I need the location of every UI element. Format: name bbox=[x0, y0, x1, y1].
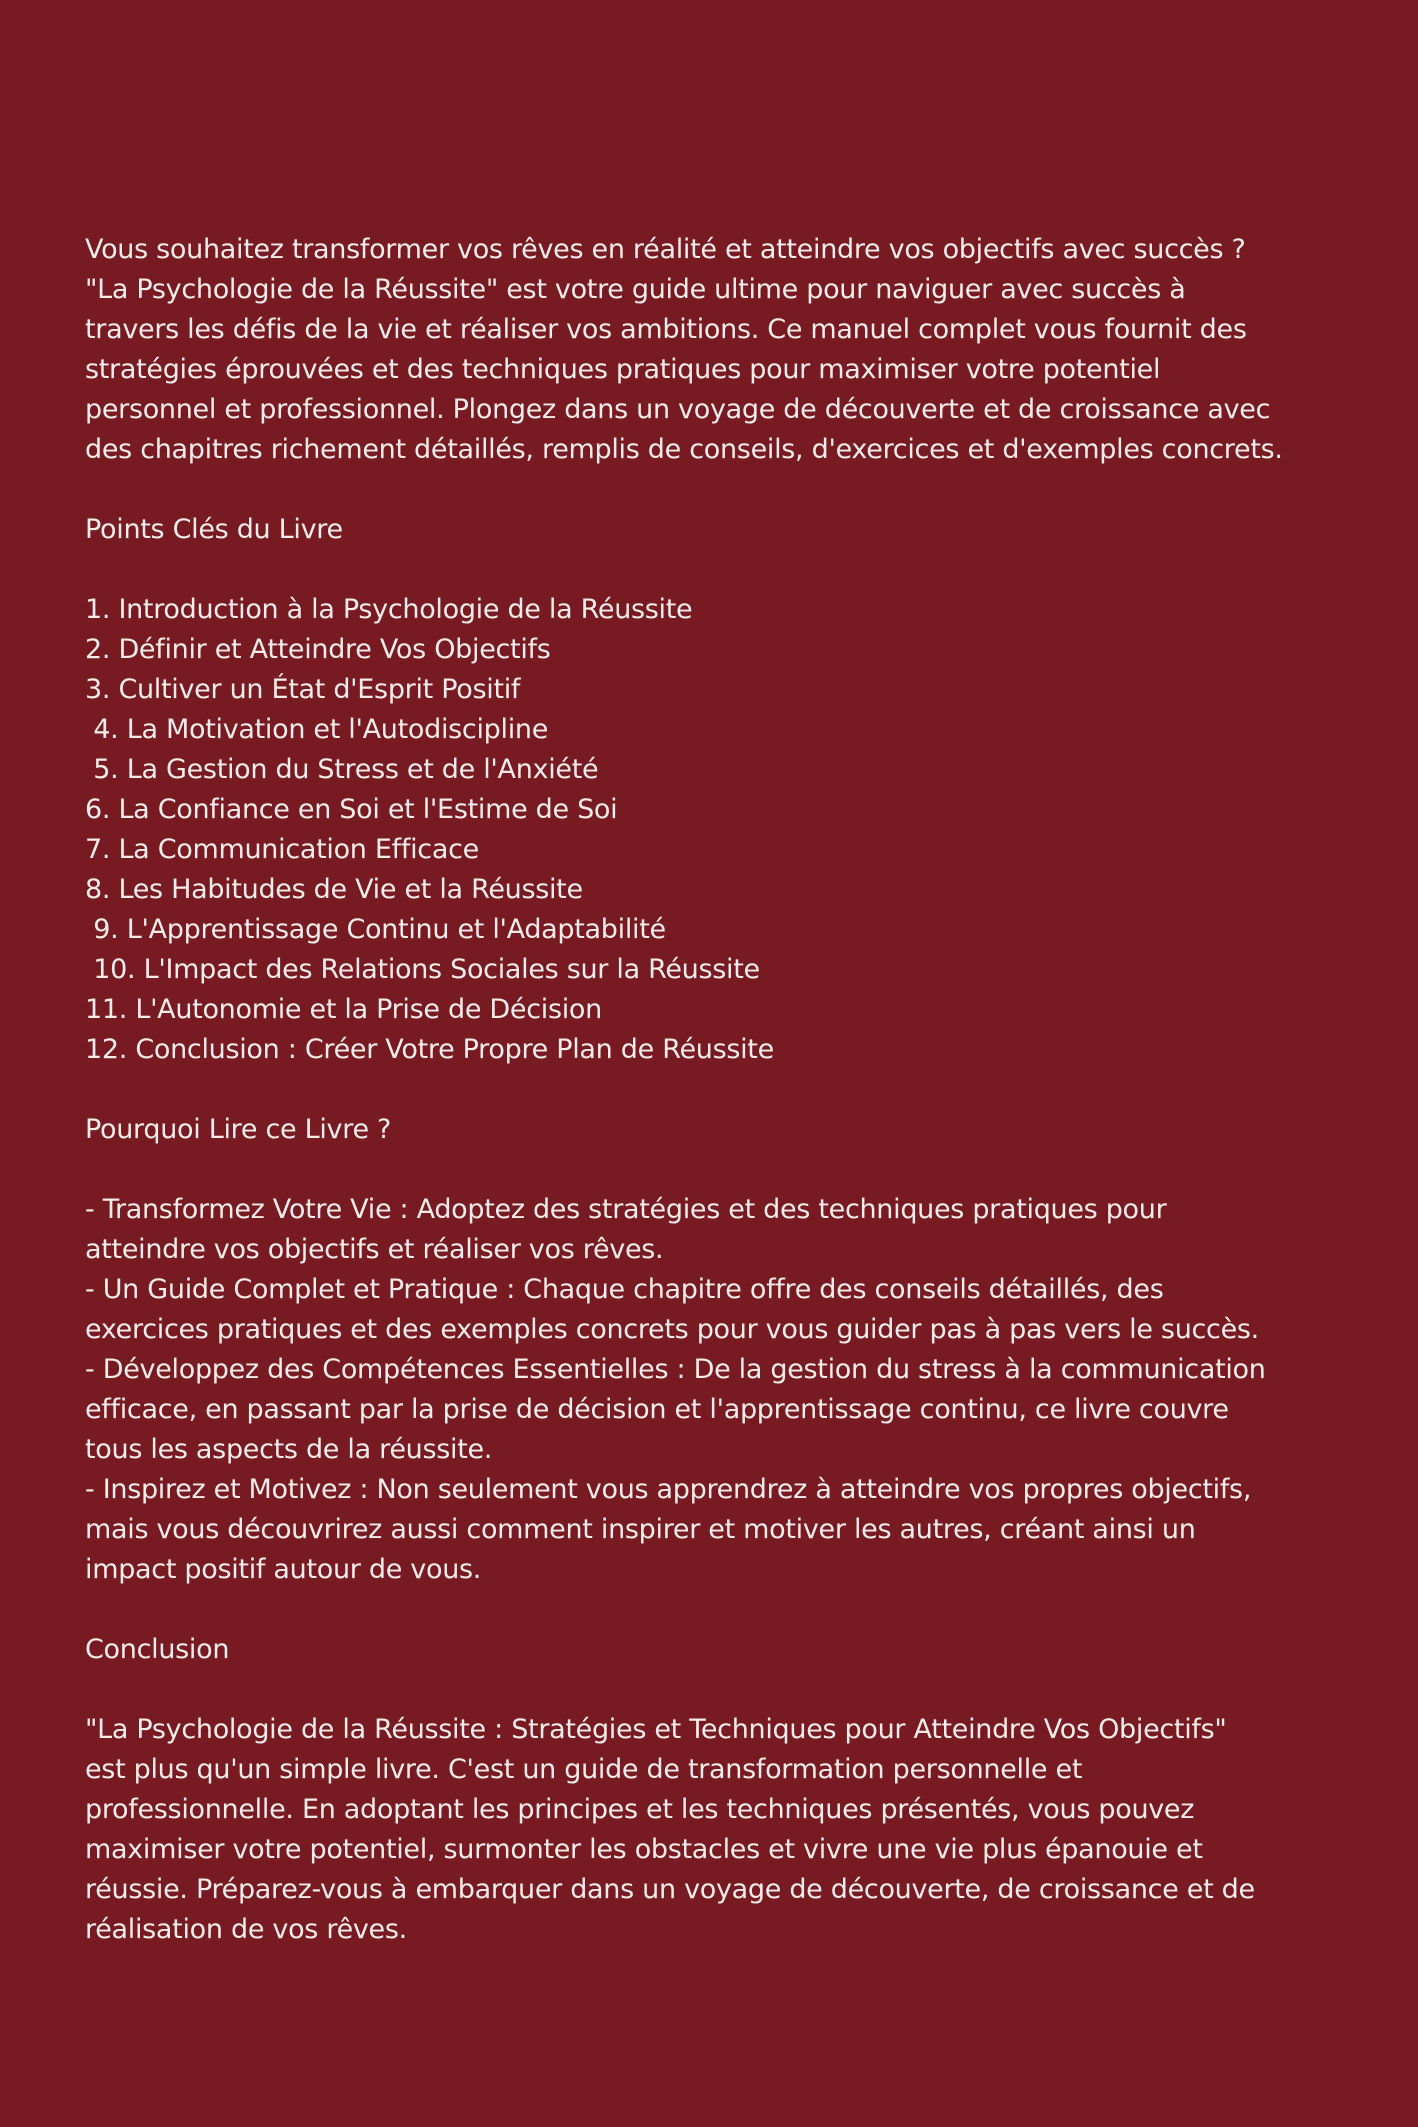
why-read-line: exercices pratiques et des exemples concrets pour vous guider pas à pas vers le succès. bbox=[85, 1314, 1259, 1345]
conclusion-line: maximiser votre potentiel, surmonter les obstacles et vivre une vie plus épanouie et bbox=[85, 1834, 1203, 1865]
why-read-line: efficace, en passant par la prise de décision et l'apprentissage continu, ce livre couvre bbox=[85, 1394, 1229, 1425]
chapter-item: 4. La Motivation et l'Autodiscipline bbox=[85, 714, 549, 745]
why-read-line: tous les aspects de la réussite. bbox=[85, 1434, 493, 1465]
conclusion-line: réussie. Préparez-vous à embarquer dans un voyage de découverte, de croissance et de bbox=[85, 1874, 1255, 1905]
chapter-item: 2. Définir et Atteindre Vos Objectifs bbox=[85, 634, 551, 665]
why-read-line: - Transformez Votre Vie : Adoptez des stratégies et des techniques pratiques pour bbox=[85, 1194, 1167, 1225]
chapter-list bbox=[85, 590, 1385, 1070]
why-read-line: - Un Guide Complet et Pratique : Chaque chapitre offre des conseils détaillés, des bbox=[85, 1274, 1164, 1305]
spacer bbox=[85, 1670, 1385, 1710]
intro-line: personnel et professionnel. Plongez dans un voyage de découverte et de croissance avec bbox=[85, 394, 1271, 425]
chapter-item: 6. La Confiance en Soi et l'Estime de Soi bbox=[85, 794, 618, 825]
why-read-list bbox=[85, 1190, 1385, 1590]
chapter-item: 3. Cultiver un État d'Esprit Positif bbox=[85, 674, 521, 705]
chapter-item: 10. L'Impact des Relations Sociales sur la Réussite bbox=[85, 954, 760, 985]
spacer bbox=[85, 550, 1385, 590]
intro-line: Vous souhaitez transformer vos rêves en réalité et atteindre vos objectifs avec succès ? bbox=[85, 234, 1246, 265]
conclusion-paragraph bbox=[85, 1710, 1385, 1950]
back-cover-text bbox=[85, 230, 1385, 1950]
chapter-item: 12. Conclusion : Créer Votre Propre Plan de Réussite bbox=[85, 1034, 774, 1065]
spacer bbox=[85, 1590, 1385, 1630]
conclusion-line: est plus qu'un simple livre. C'est un guide de transformation personnelle et bbox=[85, 1754, 1083, 1785]
spacer bbox=[85, 470, 1385, 510]
spacer bbox=[85, 1070, 1385, 1110]
conclusion-line: "La Psychologie de la Réussite : Stratégies et Techniques pour Atteindre Vos Objectifs" bbox=[85, 1714, 1227, 1745]
chapter-item: 1. Introduction à la Psychologie de la Réussite bbox=[85, 594, 693, 625]
chapter-item: 9. L'Apprentissage Continu et l'Adaptabilité bbox=[85, 914, 666, 945]
spacer bbox=[85, 1150, 1385, 1190]
key-points-heading: Points Clés du Livre bbox=[85, 514, 343, 545]
conclusion-line: réalisation de vos rêves. bbox=[85, 1914, 407, 1945]
why-read-line: atteindre vos objectifs et réaliser vos rêves. bbox=[85, 1234, 664, 1265]
intro-line: "La Psychologie de la Réussite" est votre guide ultime pour naviguer avec succès à bbox=[85, 274, 1186, 305]
intro-line: des chapitres richement détaillés, remplis de conseils, d'exercices et d'exemples concrets. bbox=[85, 434, 1283, 465]
why-read-line: - Développez des Compétences Essentielles : De la gestion du stress à la communication bbox=[85, 1354, 1266, 1385]
why-read-line: impact positif autour de vous. bbox=[85, 1554, 482, 1585]
conclusion-heading: Conclusion bbox=[85, 1634, 230, 1665]
chapter-item: 11. L'Autonomie et la Prise de Décision bbox=[85, 994, 602, 1025]
conclusion-line: professionnelle. En adoptant les principes et les techniques présentés, vous pouvez bbox=[85, 1794, 1195, 1825]
why-read-heading: Pourquoi Lire ce Livre ? bbox=[85, 1114, 392, 1145]
intro-paragraph bbox=[85, 230, 1385, 470]
chapter-item: 5. La Gestion du Stress et de l'Anxiété bbox=[85, 754, 599, 785]
chapter-item: 7. La Communication Efficace bbox=[85, 834, 479, 865]
intro-line: stratégies éprouvées et des techniques pratiques pour maximiser votre potentiel bbox=[85, 354, 1161, 385]
why-read-line: - Inspirez et Motivez : Non seulement vous apprendrez à atteindre vos propres objectifs, bbox=[85, 1474, 1252, 1505]
intro-line: travers les défis de la vie et réaliser vos ambitions. Ce manuel complet vous fournit des bbox=[85, 314, 1247, 345]
why-read-line: mais vous découvrirez aussi comment inspirer et motiver les autres, créant ainsi un bbox=[85, 1514, 1196, 1545]
chapter-item: 8. Les Habitudes de Vie et la Réussite bbox=[85, 874, 583, 905]
